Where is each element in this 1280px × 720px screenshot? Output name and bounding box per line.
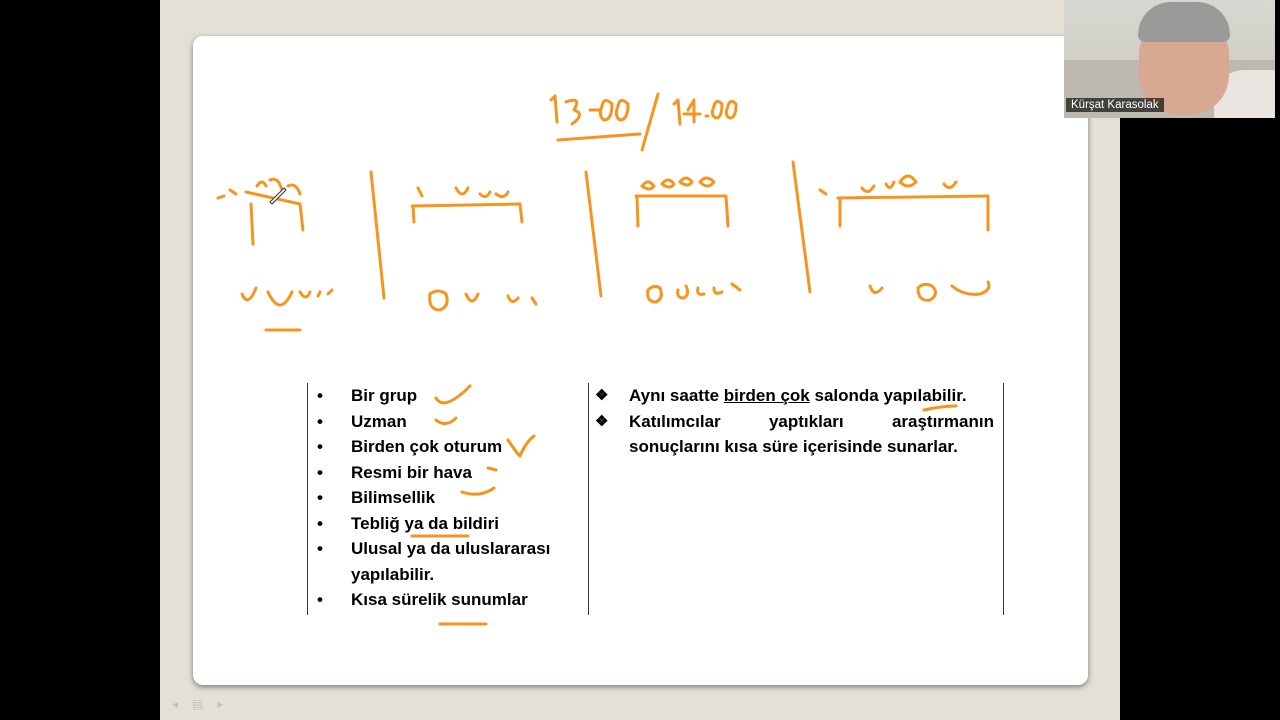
ink-time-heading (551, 94, 736, 150)
ink-audience-1 (242, 288, 332, 330)
participant-name-label: Kürşat Karasolak (1066, 98, 1164, 112)
diamond-bullet-icon: ❖ (595, 387, 609, 404)
list-item: • Tebliğ ya da bildiri (308, 511, 588, 537)
ink-table-4 (820, 176, 988, 230)
bullet-dot-icon: • (317, 437, 323, 456)
list-item: • Resmi bir hava (308, 460, 588, 486)
left-column (307, 383, 589, 615)
list-item: • Bir grup (308, 383, 588, 409)
ink-table-3 (636, 178, 728, 226)
ink-audience-2 (430, 291, 536, 310)
ink-divider-2 (586, 172, 601, 296)
nav-next-icon[interactable]: ▸ (217, 697, 224, 711)
right-column (588, 383, 1004, 615)
ink-table-2 (412, 188, 522, 222)
bullet-dot-icon: • (317, 539, 323, 558)
nav-prev-icon[interactable]: ◂ (172, 697, 179, 711)
list-item: • Bilimsellik (308, 485, 588, 511)
list-item: • Ulusal ya da uluslararası yapılabilir. (308, 536, 588, 587)
diamond-bullet-icon: ❖ (595, 412, 609, 430)
right-item-2: ❖ Katılımcılar yaptıkları araştırmanın sonuçlarını kısa süre içerisinde sunarlar. (588, 409, 1003, 460)
nav-slides-icon[interactable]: ▤ (192, 697, 204, 711)
slide-nav-controls (172, 696, 292, 712)
ink-audience-4 (870, 282, 989, 300)
bullet-dot-icon: • (317, 513, 323, 533)
ink-divider-3 (793, 162, 810, 292)
webcam-hair (1138, 2, 1230, 42)
bullet-dot-icon: • (317, 590, 323, 609)
list-item: • Birden çok oturum (308, 434, 588, 460)
left-bullet-list (308, 383, 588, 613)
ink-divider-1 (371, 172, 384, 298)
webcam-tile[interactable] (1064, 0, 1275, 118)
bullet-dot-icon: • (317, 462, 323, 482)
bullet-dot-icon: • (317, 386, 323, 405)
underlined-phrase: birden çok (723, 386, 810, 405)
ink-table-1 (218, 179, 303, 244)
bullet-dot-icon: • (317, 411, 323, 431)
ink-audience-3 (648, 284, 740, 302)
list-item: • Uzman (308, 409, 588, 435)
bullet-dot-icon: • (317, 488, 323, 507)
right-item-1: ❖ Aynı saatte birden çok salonda yapılabilir. (588, 383, 1003, 409)
list-item: • Kısa sürelik sunumlar (308, 587, 588, 613)
